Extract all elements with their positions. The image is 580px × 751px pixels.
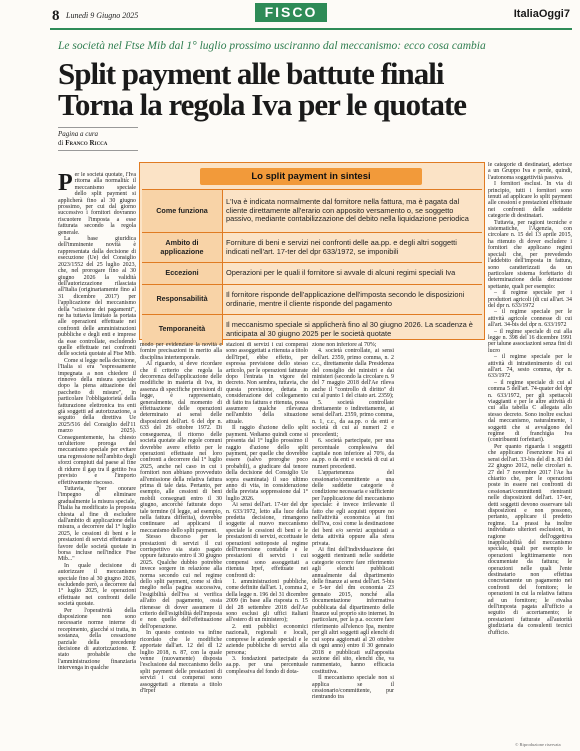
article-kicker: Le società nel Ftse Mib dal 1° luglio prossimo usciranno dal meccanismo: ecco cosa cambia	[58, 40, 486, 52]
byline-page-ref: Pagina a cura	[58, 130, 99, 138]
article-column-4	[312, 342, 394, 742]
masthead-logo: ItaliaOggi7	[513, 8, 570, 20]
paragraph: Ai fini dell'individuazione dei soggetti rientranti nelle suddette categorie occorre fare riferimento agli elenchi pubblicati annualmente dal dipartimento delle finanze ai sensi dell'art. 5-bis e 5-ter del dm economia 23 gennaio 2015, nonché alla documentazione informativa pubblicata dal dipartimento delle finanze sul proprio sito internet. In particolare, per la p.a. occorre fare riferimento all'elenco Ipa, mentre per gli altri soggetti agli elenchi di cui sopra aggiornati al 20 ottobre di ogni anno) entro il 30 gennaio 2018 e pubblicati sull'apposita sezione del sito, elenchi che, va rammentato, hanno efficacia costitutiva.	[312, 547, 394, 675]
summary-key: Temporaneità	[142, 315, 223, 345]
byline-prefix: di	[58, 139, 64, 147]
paragraph: La base giuridica dell'imminente novità è rappresentata dalla decisione di esecuzione (Ue) del Consiglio 2023/1552 del 25 luglio 2023, che, nel prorogare fino al 30 giugno 2026 la validità dell'autorizzazione rilasciata all'Italia (originariamente fino al 31 dicembre 2017) per l'applicazione del meccanismo della "scissione dei pagamenti", ne ha tuttavia limitato la portata alle operazioni effettuate nei confronti delle amministrazioni pubbliche e degli enti e imprese da esse controllate, escludendo quelle effettuate nei confronti delle società quotate al Ftse Mib.	[58, 236, 136, 358]
paragraph: le categorie di destinatari, aderisce a un Gruppo Iva e perde, quindi, l'autonoma soggettività passiva.	[488, 162, 572, 181]
summary-key: Eccezioni	[142, 263, 223, 285]
paragraph: Stesso discorso per le prestazioni di servizi il cui corrispettivo sia stato pagato oppure fatturato entro il 30 giugno 2025. Qualche dubbio potrebbe invece sorgere in relazione alla norma secondo cui nel regime dello split payment, come si dirà meglio nella pagina successiva, l'esigibilità dell'Iva si verifica all'atto del pagamento, ossia ritenesse di dover assumere il criterio dell'esigibilità dell'imposta e non quello dell'effettuazione dell'operazione.	[140, 534, 222, 630]
summary-key: Ambito di applicazione	[142, 233, 223, 263]
paragraph: Il meccanismo speciale non si applica se il cessionario/committente, pur rientrando tra	[312, 675, 394, 701]
summary-row	[142, 233, 482, 263]
paragraph: zione non inferiore al 70%;	[312, 342, 377, 348]
paragraph: Al riguardo, si deve ricordare che il criterio che regola la decorrenza dell'applicazione delle modifiche in materia di Iva, in assenza di specifiche previsioni di legge, è rappresentato, generalmente, dal momento di effettuazione delle operazioni determinato ai sensi delle disposizioni dell'art. 6 del dpr n. 633 del 26 ottobre 1972. Di conseguenza, il ritorno delle società quotate alle regole comuni dovrebbe avere effetto per le operazioni effettuate nei loro confronti a decorrere dal 1° luglio 2025, anche nel caso in cui i fornitori non abbiano provveduto all'emissione della relativa fattura prima di tale data. Pertanto, per esempio, alle cessioni di beni mobili consegnati entro il 30 giugno, ancorché fatturate dopo tale termine (il legge, ad esempio, nella fattura differita), dovrebbe continuare ad applicarsi il meccanismo dello split payment.	[140, 361, 222, 534]
dropcap: P	[58, 172, 73, 196]
paragraph: 2. enti pubblici economici nazionali, regionali e locali, comprese le aziende speciali e le aziende pubbliche di servizi alla persona;	[226, 623, 308, 656]
paragraph: Per l'operatività della disposizione non sono necessarie norme interne di recepimento, giacché si tratta, in sostanza, della cessazione parziale della precedente decisione di autorizzazione. È stato probabile che l'amministrazione finanziaria intervenga in qualche	[58, 607, 136, 672]
byline-author-line	[58, 139, 138, 148]
article-column-2	[140, 342, 222, 742]
summary-key: Responsabilità	[142, 285, 223, 315]
paragraph: In quale decisione di autorizzare il meccanismo speciale fino al 30 giugno 2026, escludendo però, a decorrere dal 1° luglio 2025, le operazioni effettuate nei confronti delle società quotate.	[58, 562, 136, 608]
paragraph: 4. società controllate, ai sensi dell'art. 2359, primo comma, n. 2 c.c., direttamente dalla Presidenza del consiglio dei ministri e dai ministeri (secondo la circolare n. 9 del 7 maggio 2018 dell'Ae rileva anche il "controllo di diritto" di cui al punto 1 del citato art. 2359);	[312, 348, 394, 400]
copyright-footer: © Riproduzione riservata	[515, 742, 561, 747]
header-rule	[50, 28, 572, 30]
paragraph: Tuttavia, "per onorare l'impegno di eliminare gradualmente la misura speciale, l'Italia ha modificato la proposta chiesta al fine di escludere dall'ambito di applicazione della misura, a decorrere dal 1° luglio 2025, le cessioni di beni e le prestazioni di servizi effettuate a favore delle società quotate in borsa incluse nell'indice Ftse Mib..."	[58, 485, 136, 563]
paragraph: In questo contesto va infine ricordato che le modifiche apportate dall'art. 12 del dl 12 luglio 2018, n. 87, con la quale venne (nuovamente) disposta l'esclusione dal meccanismo dello split payment delle prestazioni di servizi i cui compensi sono assoggettati a ritenuta a titolo d'Irpef	[140, 630, 222, 694]
summary-row	[142, 315, 482, 345]
summary-key: Come funziona	[142, 190, 223, 233]
summary-title: Lo split payment in sintesi	[200, 168, 422, 185]
headline-line-1: Split payment alle battute finali	[58, 56, 444, 91]
byline-rule-bottom	[58, 150, 138, 151]
paragraph: Tuttavia, per ragioni tecniche e sistematiche, l'Agenzia, con circolare n. 15 del 13 aprile 2015, ha ritenuto di dover escludere i fornitori che applicano regimi speciali che, per prevedendo l'addebito dell'imposta in fattura, sono caratterizzati da un particolare sistema forfettario di determinazione della detrazione spettante, quali per esempio:	[488, 219, 572, 290]
summary-box	[139, 162, 485, 340]
article-column-5	[488, 162, 572, 740]
summary-row	[142, 263, 482, 285]
summary-text: Il meccanismo speciale si applicherà fino al 30 giugno 2026. La scadenza è anticipata al 30 giugno 2025 per le società quotate	[223, 315, 483, 345]
paragraph: – il regime speciale per le attività di intrattenimento di cui all'art. 74, sesto comma, dpr n. 633/1972	[488, 354, 572, 380]
page-number: 8	[52, 8, 60, 24]
headline-line-2: Torna la regola Iva per le quotate	[58, 87, 467, 122]
paragraph: 5. società controllate direttamente o indirettamente, ai sensi dell'art. 2359, primo comma, n. 1, c.c., da aa.pp. o da enti e società di cui ai numeri 2 e precedenti;	[312, 399, 394, 438]
summary-table	[142, 189, 482, 345]
paragraph: stazioni di servizi i cui compensi sono assoggettati a ritenuta a titolo dell'Irpef, ebbe effetto, per espressa previsione dello stesso articolo, per le operazioni fatturate dopo l'entrata in vigore del decreto. Non sembra, tuttavia, che questa previsione, dettata in considerazione del collegamento di fatto tra fattura e ritenuta, possa assumere qualche rilevanza nell'ambito della situazione attuale.	[226, 342, 308, 425]
paragraph: 3. fondazioni partecipate da aa.pp. per una percentuale complessiva del fondo di dota-	[226, 655, 308, 675]
paragraph	[58, 172, 136, 236]
paragraph: Ai sensi dell'art. 17-ter del dpr n. 633/1972, letto alla luce della predetta decisione, rimangono soggette al nuovo meccanismo speciale le cessioni di beni e le prestazioni di servizi, eccettuate le operazioni sottoposte al regime dell'inversione contabile e le prestazioni di servizi i cui compensi sono assoggettati a ritenuta Irpef, effettuate nei confronti di:	[226, 502, 308, 579]
byline	[58, 125, 138, 153]
paragraph: I fornitori esclusi. In via di principio, tutti i fornitori sono tenuti ad applicare lo split payment alle cessioni e prestazioni effettuate nei confronti delle suddette categorie di destinatari.	[488, 181, 572, 220]
paragraph: 1. amministrazioni pubbliche, come definite dall'art. 1, comma 2, della legge n. 196 del 31 dicembre 2009 (in base alla risposta n. 15 del 28 settembre 2018 dell'Ae sono esclusi gli uffici italiani all'estero di un ministero);	[226, 579, 308, 624]
paragraph: – il regime speciale di cui alla legge n. 398 del 16 dicembre 1991 per talune associazioni senza fini di lucro	[488, 328, 572, 354]
section-tab: FISCO	[255, 3, 327, 22]
article-column-1	[58, 172, 136, 742]
summary-text: Operazioni per le quali il fornitore si avvale di alcuni regimi speciali Iva	[223, 263, 483, 285]
summary-text: L'Iva è indicata normalmente dal fornitore nella fattura, ma è pagata dal cliente direttamente all'erario con apposito versamento o, se soggetto passivo, mediante contabilizzazione del debito nella liquidazione periodica	[223, 190, 483, 233]
paragraph: modo per evidenziare la novità e fornire precisazioni in merito alla disciplina intertemporale.	[140, 342, 222, 361]
paragraph: L'appartenenza del cessionario/committente a una delle suddette categorie è condizione necessaria e sufficiente per l'applicazione del meccanismo speciale: è invece irrilevante il fatto che egli acquisti oppure no nell'attività economica ai fini dell'Iva, così come la destinazione dei beni e/o servizi acquistati a detta attività oppure alla sfera privata.	[312, 470, 394, 547]
paragraph: – il regime speciale di cui al comma 5 dell'art. 74-quater del dpr n. 633/1972, per gli spettacoli viaggianti e per le altre attività di cui alla tabella C allegata allo stesso decreto. Sono inoltre esclusi dal meccanismo, naturalmente, i soggetti che si avvalgono del regime di franchigia Iva (contribuenti forfettari).	[488, 379, 572, 444]
paragraph-text: er le società quotate, l'Iva ritorna alla normalità: il meccanismo speciale dello split payment si applicherà fino al 30 giugno prossimo, per cui dal giorno successivo i fornitori dovranno riscuotere l'imposta a esse fatturata secondo la regola generale.	[58, 172, 136, 236]
paragraph: 6. società partecipate, per una percentuale complessiva del capitale non inferiore al 70%, da aa.pp. o da enti e società di cui ai numeri precedenti.	[312, 438, 394, 470]
article-headline	[58, 58, 573, 120]
summary-row	[142, 285, 482, 315]
summary-text: Il fornitore risponde dell'applicazione dell'imposta secondo le disposizioni ordinarie, mentre il cliente risponde del pagamento	[223, 285, 483, 315]
summary-text: Forniture di beni e servizi nei confronti delle aa.pp. e degli altri soggetti indicati nell'art. 17-ter del dpr 633/1972, se imponibili	[223, 233, 483, 263]
paragraph: Come si legge nella decisione, l'Italia si era "espressamente impegnata a non chiedere il rinnovo della misura speciale dopo la piena attuazione del pacchetto di misure", in particolare l'obbligatorietà della fatturazione elettronica tra enti già soggetti ad autorizzazione, a seguito della direttiva Ue 2025/516 del Consiglio dell'11 marzo 2025). Conseguentemente, ha chiesto un'ulteriore proroga del meccanismo speciale per evitare una regressione nell'ambito degli sforzi compiuti dal paese al fine di ridurre il gap tra il gettito Iva previsto e l'importo effettivamente riscosso.	[58, 357, 136, 486]
paragraph: – il regime speciale per le attività agricole connesse di cui all'art. 34-bis del dpr n. 633/1972	[488, 309, 572, 329]
issue-date: Lunedì 9 Giugno 2025	[66, 11, 139, 20]
byline-author: Franco Ricca	[65, 139, 108, 147]
paragraph: Per quanto riguarda i soggetti che applicano l'esenzione Iva ai sensi dell'art. 33-bis del dl n. 83 del 22 giugno 2012, nelle circolari n. 27 del 7 novembre 2017 l'Ae ha chiarito che, per le operazioni poste in essere nei confronti di cessionari/committenti rientranti nelle disposizioni dell'art. 17-ter, detti soggetti devono osservare tali disposizioni e non possono, pertanto, applicare il predetto regime. La prassi ha inoltre individuato ulteriori esclusioni, in ragione dell'oggettiva inapplicabilità del meccanismo speciale, quali per esempio le operazioni legittimamente non documentate da fattura; le operazioni nelle quali l'ente destinatario non effettua concretamente un pagamento nei confronti del fornitore; le operazioni in cui la relativa fattura ad un fornitore; le rivalsa dell'imposta pagata all'ufficio a seguito di accertamento; le prestazioni fatturate all'autorità giudiziaria da consulenti tecnici d'ufficio.	[488, 443, 572, 636]
paragraph: – il regime speciale per i produttori agricoli (di cui all'art. 34 del dpr n. 633/1972	[488, 290, 572, 309]
paragraph: Il raggio d'azione dello split payment. Vediamo quindi come si presenta dal 1° luglio prossimo il raggio d'azione dello split payment, per quelle che dovrebbe essere (salvo proroghe poco probabili), a giudicare dal tenore della decisione del Consiglio Ue sopra esaminata) il suo ultimo anno di vita, in considerazione della prevista soppressione dal 1° luglio 2026.	[226, 425, 308, 502]
article-column-3	[226, 342, 308, 742]
byline-rule	[58, 127, 138, 128]
summary-row	[142, 190, 482, 233]
